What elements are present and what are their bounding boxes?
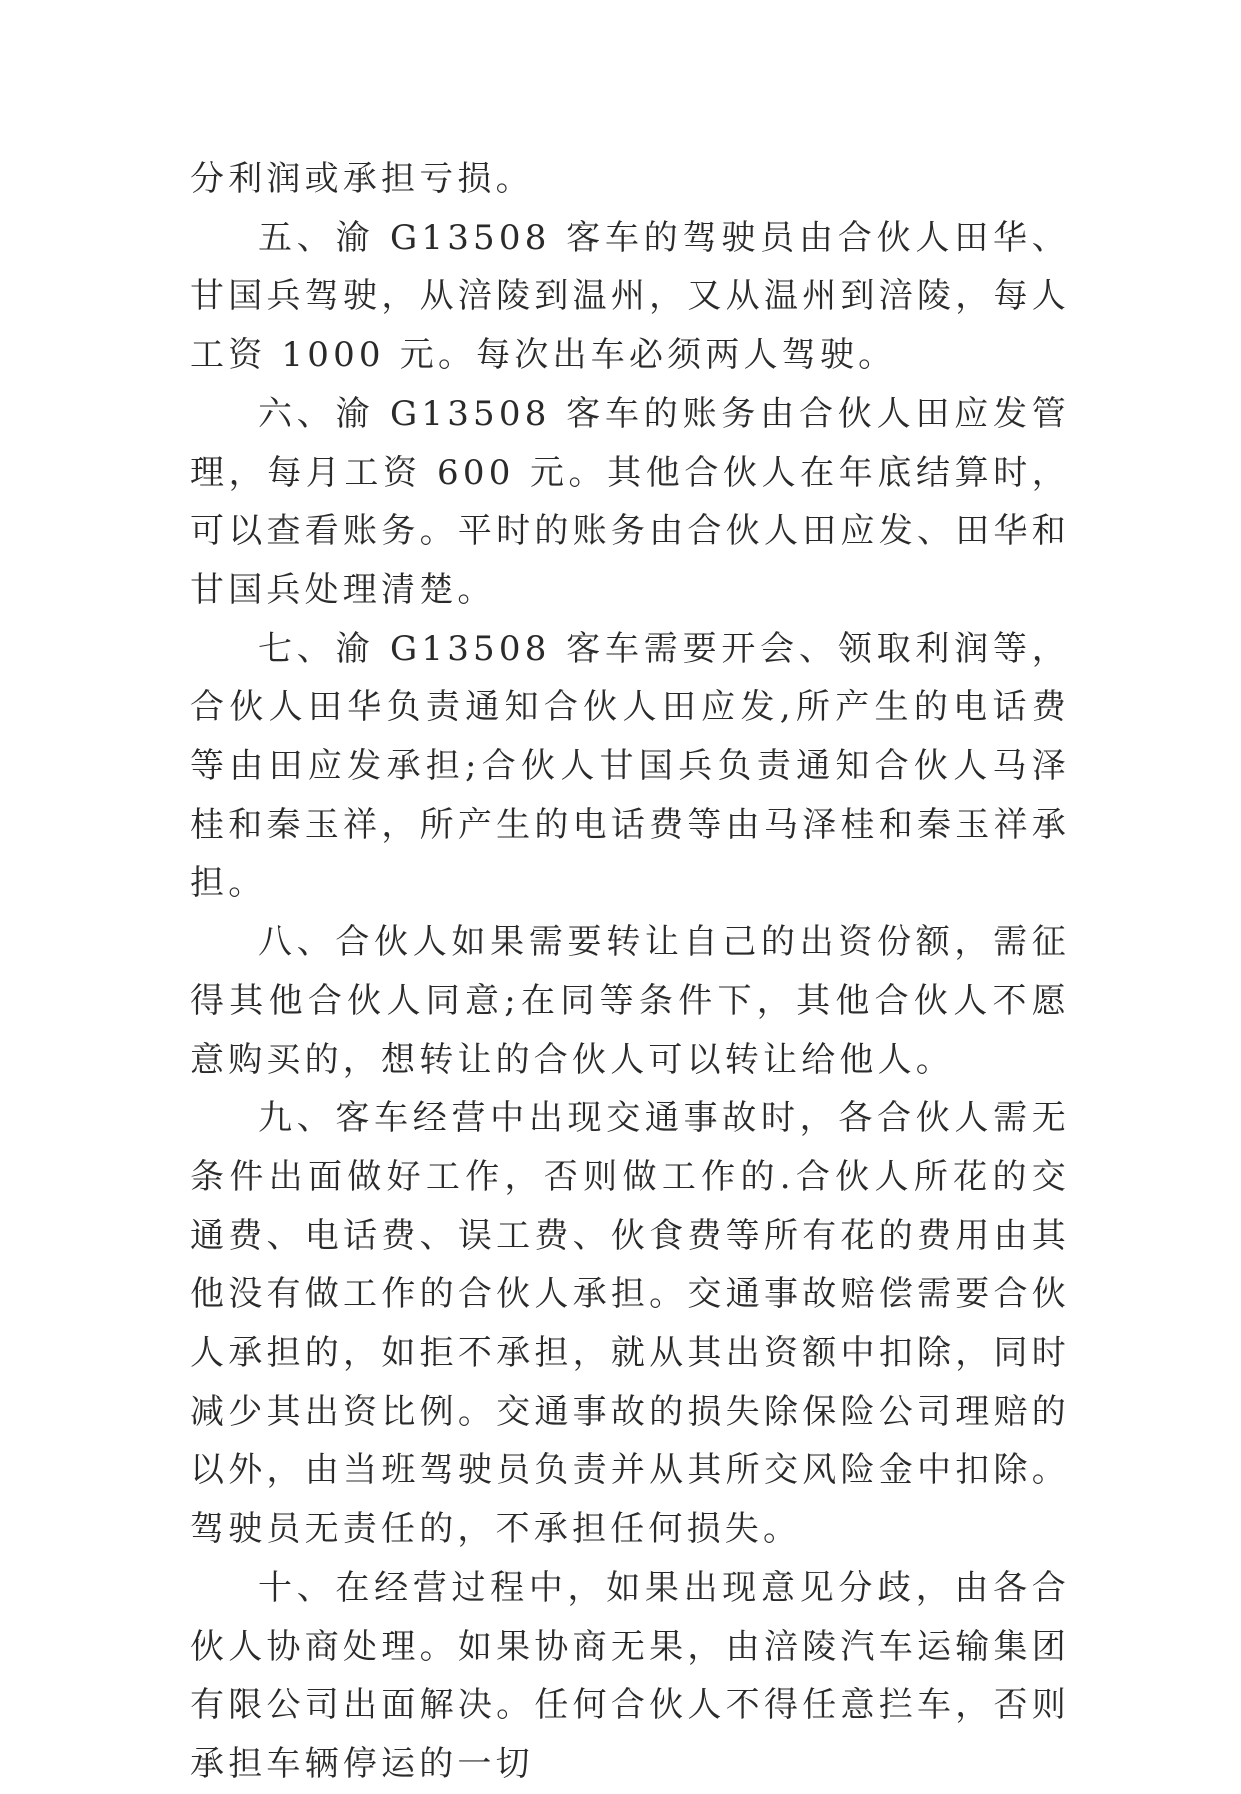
paragraph-clause-5: 五、渝 G13508 客车的驾驶员由合伙人田华、甘国兵驾驶，从涪陵到温州，又从温州到涪陵，每人工资 1000 元。每次出车必须两人驾驶。 (190, 217, 1070, 376)
paragraph-clause-10: 十、在经营过程中，如果出现意见分歧，由各合伙人协商处理。如果协商无果，由涪陵汽车运输集团有限公司出面解决。任何合伙人不得任意拦车，否则承担车辆停运的一切 (190, 1567, 1070, 1784)
document-body (190, 150, 1070, 1794)
paragraph-continuation: 分利润或承担亏损。 (190, 159, 534, 199)
paragraph-clause-7: 七、渝 G13508 客车需要开会、领取利润等，合伙人田华负责通知合伙人田应发,所产生的电话费等由田应发承担;合伙人甘国兵负责通知合伙人马泽桂和秦玉祥，所产生的电话费等由马泽桂和秦玉祥承担。 (190, 628, 1070, 904)
paragraph-clause-6: 六、渝 G13508 客车的账务由合伙人田应发管理，每月工资 600 元。其他合伙人在年底结算时，可以查看账务。平时的账务由合伙人田应发、田华和甘国兵处理清楚。 (190, 393, 1070, 610)
paragraph-clause-8: 八、合伙人如果需要转让自己的出资份额，需征得其他合伙人同意;在同等条件下，其他合伙人不愿意购买的，想转让的合伙人可以转让给他人。 (190, 922, 1070, 1080)
paragraph-clause-9: 九、客车经营中出现交通事故时，各合伙人需无条件出面做好工作，否则做工作的.合伙人所花的交通费、电话费、误工费、伙食费等所有花的费用由其他没有做工作的合伙人承担。交通事故赔偿需要合伙人承担的，如拒不承担，就从其出资额中扣除，同时减少其出资比例。交通事故的损失除保险公司理赔的以外，由当班驾驶员负责并从其所交风险金中扣除。驾驶员无责任的，不承担任何损失。 (190, 1098, 1070, 1550)
